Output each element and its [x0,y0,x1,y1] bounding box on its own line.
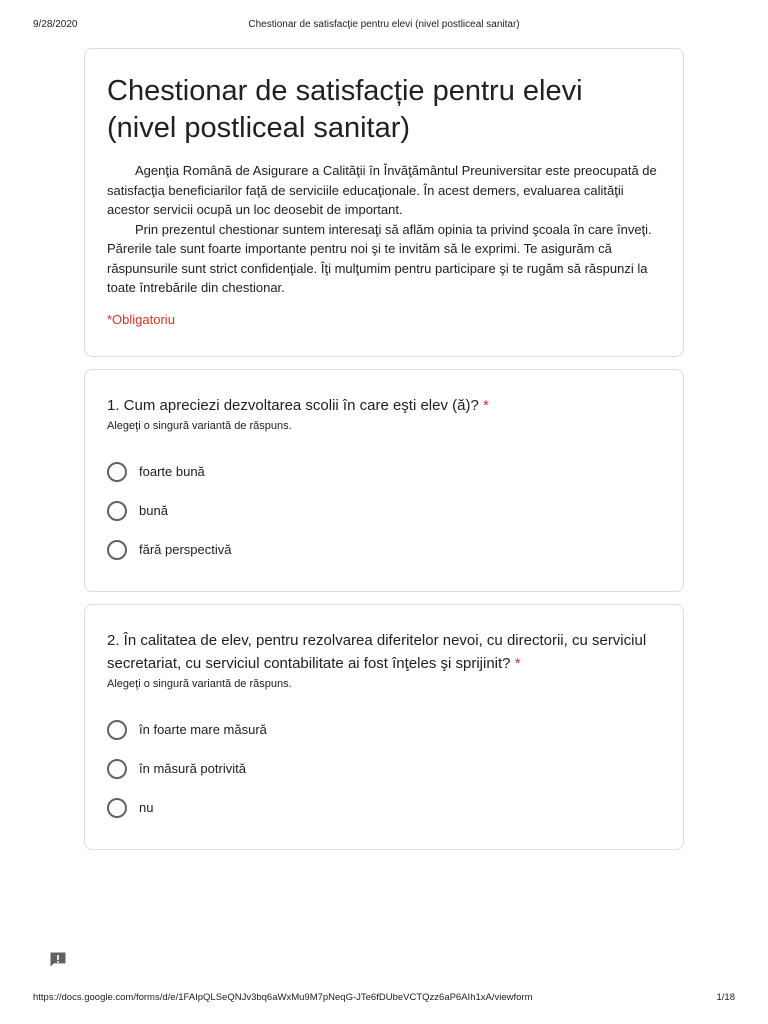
required-note: *Obligatoriu [107,311,175,327]
form-header-card [84,48,684,357]
radio-unchecked-icon[interactable] [107,540,127,560]
radio-unchecked-icon[interactable] [107,462,127,482]
form-title [107,73,661,147]
question-help-text: Alegeţi o singură variantă de răspuns. [107,678,292,690]
form-title-line-1: Chestionar de satisfacție pentru elevi [107,75,583,107]
required-asterisk: * [483,397,489,414]
question-title-text: 2. În calitatea de elev, pentru rezolvarea diferitelor nevoi, cu directorii, cu serviciul secretariat, cu serviciul contabilitate ai fost înţeles şi sprijinit? [107,632,647,672]
print-url: https://docs.google.com/forms/d/e/1FAIpQLSeQNJv3bq6aWxMu9M7pNeqG-JTe6fDUbeVCTQzz6aP6AIh1xA/viewform [33,992,533,1003]
radio-unchecked-icon[interactable] [107,798,127,818]
radio-unchecked-icon[interactable] [107,759,127,779]
question-card-1 [84,369,684,592]
question-help-text: Alegeţi o singură variantă de răspuns. [107,420,292,432]
print-header [0,0,768,40]
radio-option-label: bună [139,503,168,518]
report-problem-icon[interactable] [48,950,68,970]
radio-option[interactable] [107,749,661,788]
radio-option[interactable] [107,452,661,491]
radio-option[interactable] [107,788,661,827]
form-description [107,161,661,298]
question-title [107,629,661,675]
form-title-line-2: (nivel postliceal sanitar) [107,112,411,144]
radio-unchecked-icon[interactable] [107,501,127,521]
question-title [107,394,661,417]
form-description-paragraph-1: Agenţia Română de Asigurare a Calităţii în Învăţământul Preuniversitar este preocupată de satisfacţia beneficiarilor faţă de serviciile educaţionale. În acest demers, evaluarea calităţii acestor servicii ocupă un loc deosebit de important. [107,163,657,217]
print-date: 9/28/2020 [33,19,78,30]
radio-option[interactable] [107,710,661,749]
radio-option-label: în foarte mare măsură [139,722,267,737]
radio-option[interactable] [107,491,661,530]
radio-unchecked-icon[interactable] [107,720,127,740]
print-title: Chestionar de satisfacţie pentru elevi (nivel postliceal sanitar) [248,19,520,30]
radio-option-label: în măsură potrivită [139,761,246,776]
question-title-text: 1. Cum apreciezi dezvoltarea scolii în care eşti elev (ă)? [107,397,479,414]
radio-option-label: nu [139,800,154,815]
radio-option[interactable] [107,530,661,569]
radio-option-label: fără perspectivă [139,542,232,557]
required-asterisk: * [514,655,521,672]
form-description-paragraph-2: Prin prezentul chestionar suntem interesaţi să aflăm opinia ta privind şcoala în care înveţi. Părerile tale sunt foarte importante pentru noi şi te invităm să le exprimi. Te asigurăm că răspunsurile sunt strict confidenţiale. Îţi mulţumim pentru participare şi te rugăm să răspunzi la toate întrebările din chestionar. [107,221,652,295]
question-card-2 [84,604,684,850]
radio-option-label: foarte bună [139,464,205,479]
page-number: 1/18 [716,992,735,1003]
